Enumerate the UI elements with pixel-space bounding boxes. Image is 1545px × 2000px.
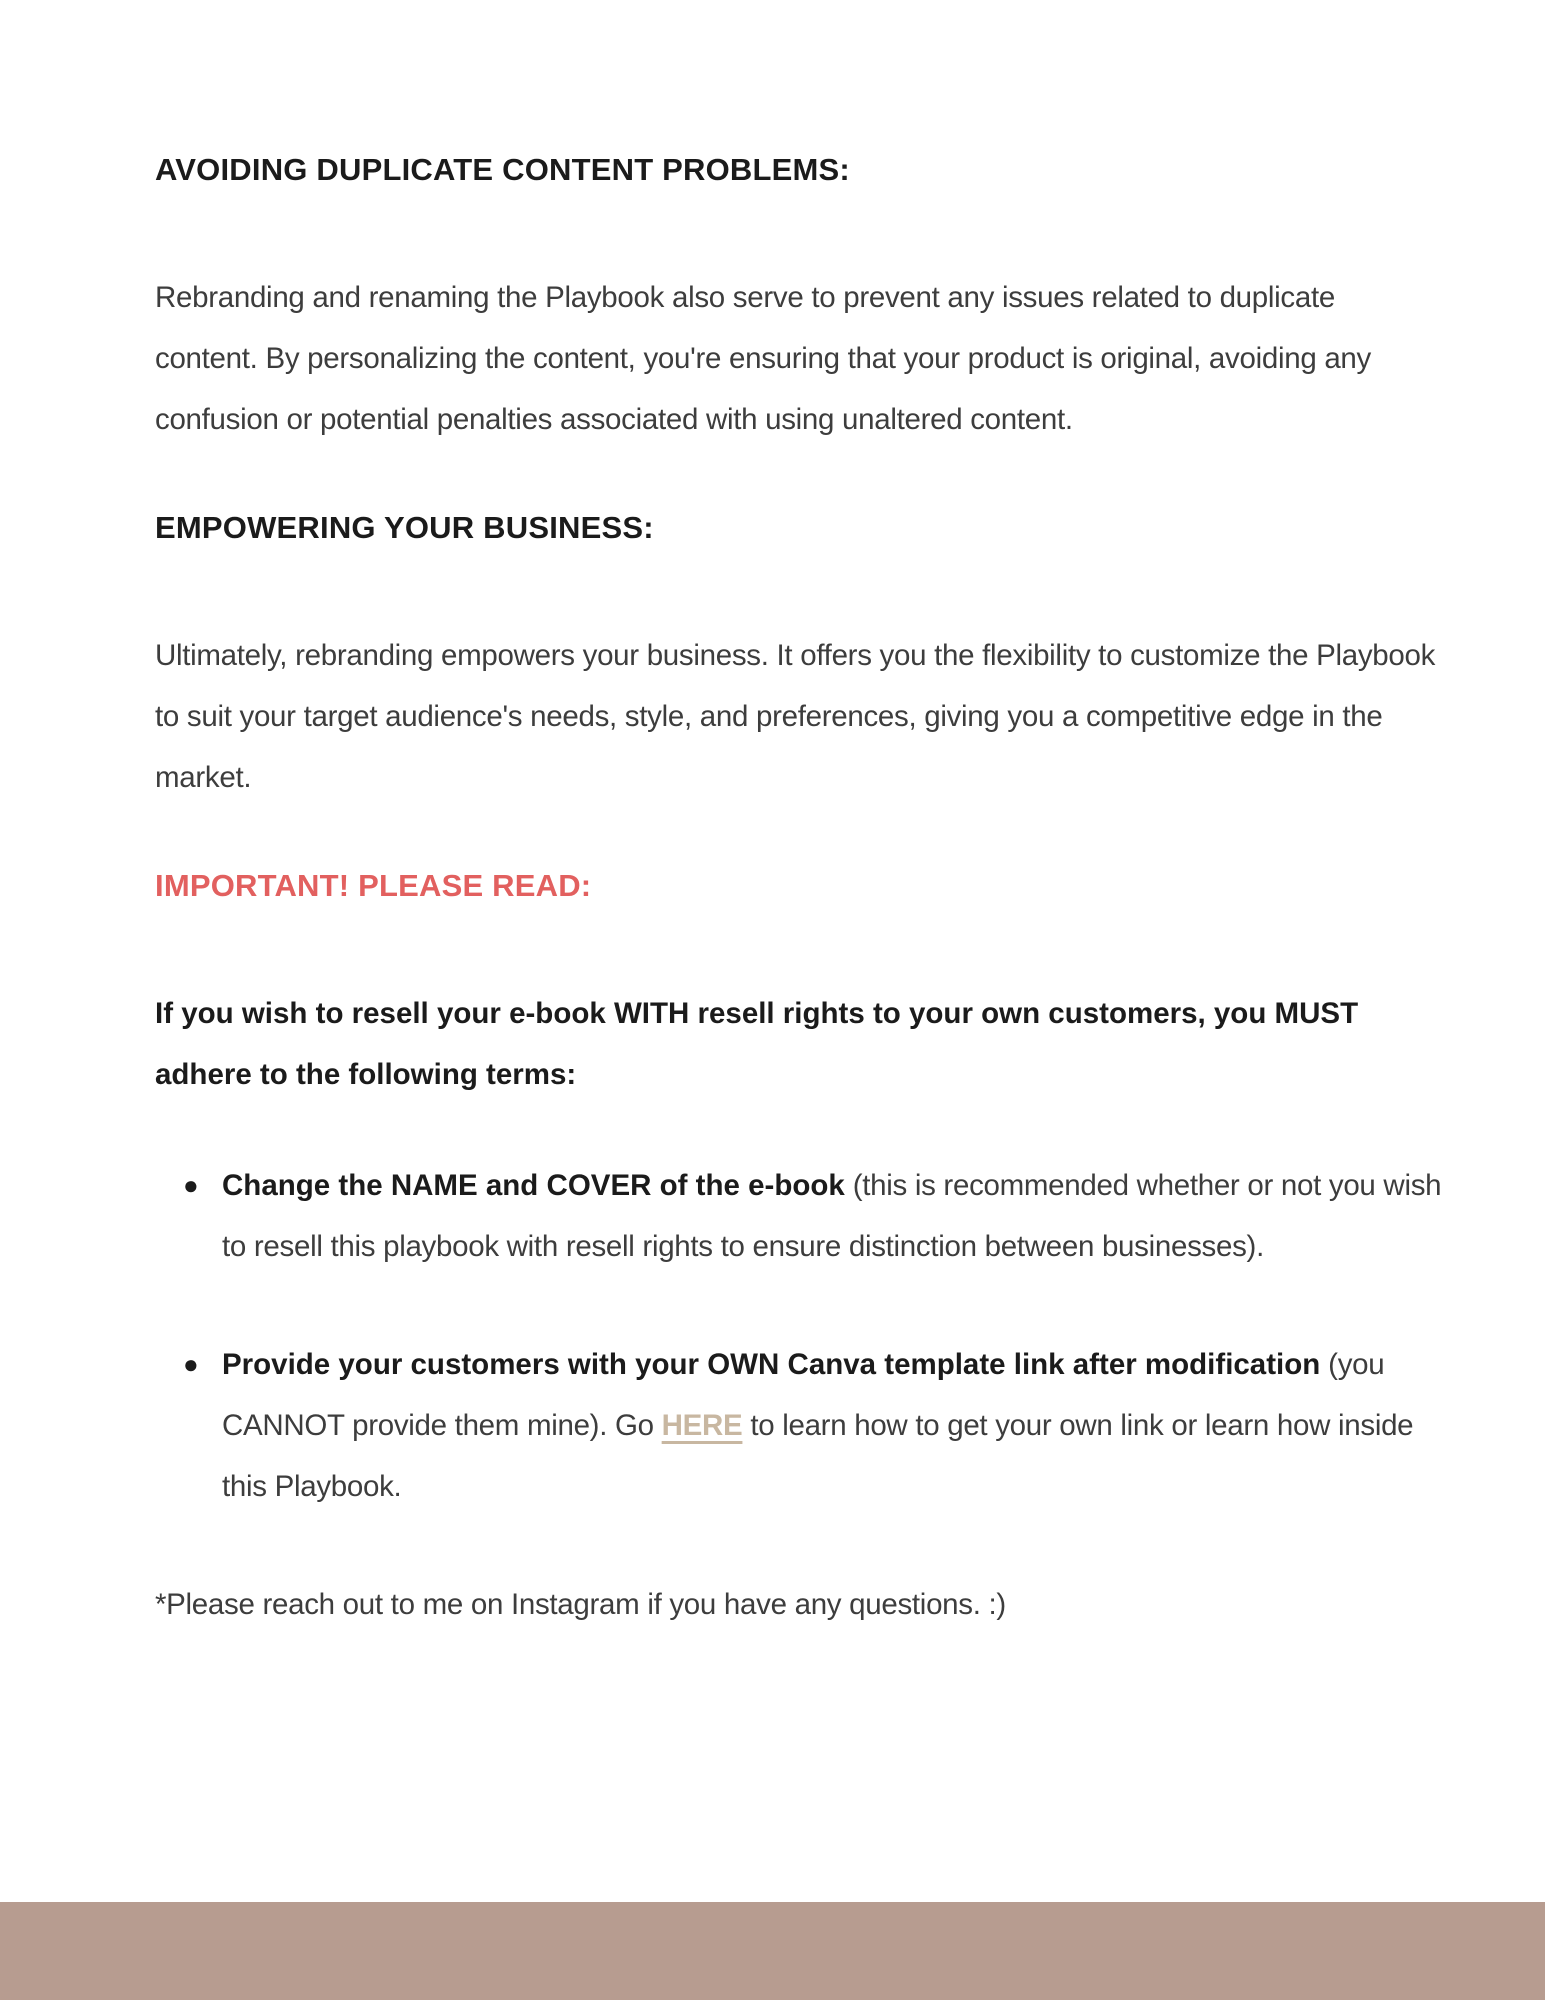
- footnote-instagram: *Please reach out to me on Instagram if you have any questions. :): [155, 1588, 1006, 1621]
- bullet-icon: ●: [183, 1349, 199, 1379]
- page-content: [155, 150, 1445, 1635]
- footer-color-bar: [0, 1902, 1545, 2000]
- bullet2-regular-text-after-link: to learn how to get your own link or learn how inside this Playbook.: [222, 1409, 1414, 1503]
- heading-important-please-read: IMPORTANT! PLEASE READ:: [155, 868, 592, 903]
- heading-empowering-business: EMPOWERING YOUR BUSINESS:: [155, 510, 654, 545]
- here-link[interactable]: HERE: [661, 1409, 743, 1442]
- list-item-change-name-cover: [155, 1155, 1445, 1277]
- list-item-provide-own-link: [155, 1334, 1445, 1517]
- bullet2-regular-text-before-link: (you CANNOT provide them mine). Go: [222, 1348, 1385, 1442]
- heading-avoiding-duplicate-content: AVOIDING DUPLICATE CONTENT PROBLEMS:: [155, 152, 850, 187]
- paragraph-empowering-business: Ultimately, rebranding empowers your business. It offers you the flexibility to customize the Playbook to suit your target audience's needs, style, and preferences, giving you a competitive edge in the market.: [155, 639, 1436, 794]
- paragraph-duplicate-content: Rebranding and renaming the Playbook also serve to prevent any issues related to duplicate content. By personalizing the content, you're ensuring that your product is original, avoiding any confusion or potential penalties associated with using unaltered content.: [155, 281, 1371, 436]
- paragraph-resell-terms-intro: If you wish to resell your e-book WITH resell rights to your own customers, you MUST adhere to the following terms:: [155, 997, 1359, 1091]
- bullet1-bold-text: Change the NAME and COVER of the e-book: [222, 1169, 845, 1202]
- bullet-icon: ●: [183, 1170, 199, 1200]
- bullet1-regular-text: (this is recommended whether or not you wish to resell this playbook with resell rights to ensure distinction between businesses).: [222, 1169, 1442, 1263]
- terms-list: [155, 1155, 1445, 1517]
- bullet2-bold-text: Provide your customers with your OWN Canva template link after modification: [222, 1348, 1321, 1381]
